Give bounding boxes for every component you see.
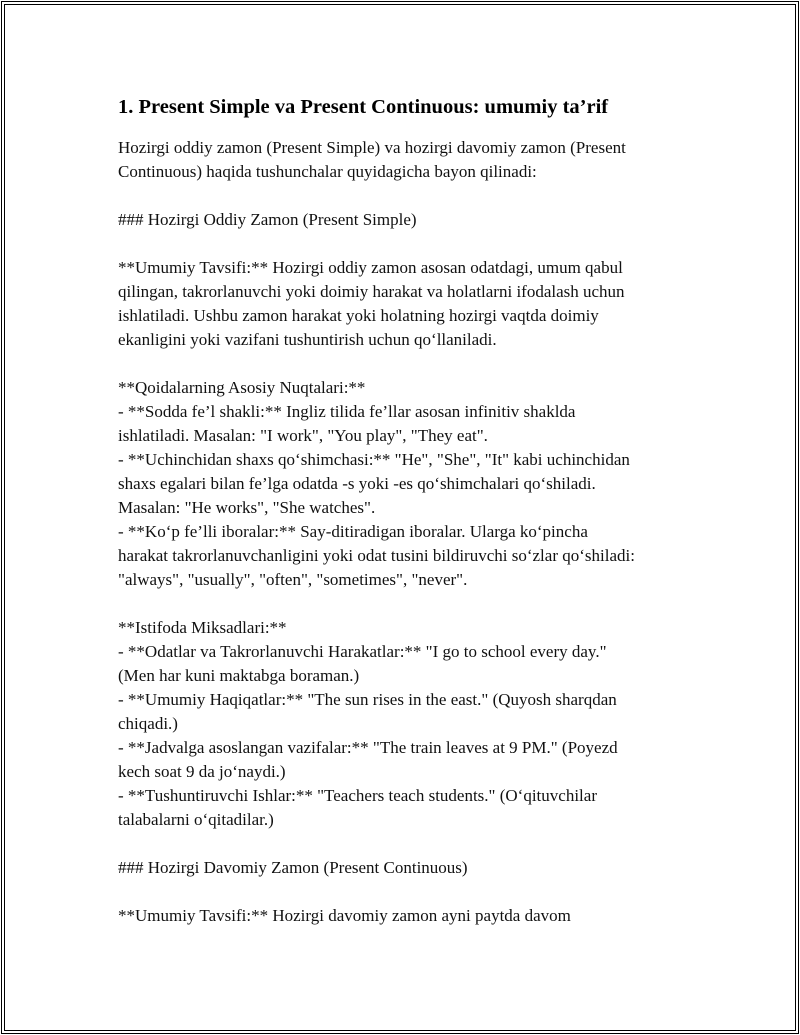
text-line: **Umumiy Tavsifi:** Hozirgi davomiy zamon ayni paytda davom — [118, 906, 571, 925]
text-line: chiqadi.) — [118, 714, 178, 733]
text-line: **Umumiy Tavsifi:** Hozirgi oddiy zamon asosan odatdagi, umum qabul — [118, 258, 623, 277]
blank-line — [118, 832, 688, 856]
text-line: harakat takrorlanuvchanligini yoki odat tusini bildiruvchi so‘zlar qo‘shiladi: — [118, 546, 635, 565]
text-line: ishlatiladi. Masalan: "I work", "You play", "They eat". — [118, 426, 488, 445]
text-line: ### Hozirgi Davomiy Zamon (Present Continuous) — [118, 858, 468, 877]
text-line: ishlatiladi. Ushbu zamon harakat yoki holatning hozirgi vaqtda doimiy — [118, 306, 599, 325]
document-text — [118, 136, 688, 928]
text-line: shaxs egalari bilan fe’lga odatda -s yoki -es qo‘shimchalari qo‘shiladi. — [118, 474, 596, 493]
blank-line — [118, 184, 688, 208]
text-line: - **Ko‘p fe’lli iboralar:** Say-ditiradigan iboralar. Ularga ko‘pincha — [118, 522, 588, 541]
section-title: 1. Present Simple va Present Continuous: umumiy ta’rif — [118, 96, 609, 118]
text-line: qilingan, takrorlanuvchi yoki doimiy harakat va holatlarni ifodalash uchun — [118, 282, 625, 301]
text-line: Hozirgi oddiy zamon (Present Simple) va hozirgi davomiy zamon (Present — [118, 138, 626, 157]
text-line: ekanligini yoki vazifani tushuntirish uchun qo‘llaniladi. — [118, 330, 497, 349]
document-body — [118, 94, 688, 928]
blank-line — [118, 232, 688, 256]
text-line: ### Hozirgi Oddiy Zamon (Present Simple) — [118, 210, 417, 229]
text-line: kech soat 9 da jo‘naydi.) — [118, 762, 286, 781]
text-line: **Qoidalarning Asosiy Nuqtalari:** — [118, 378, 366, 397]
text-line: - **Sodda fe’l shakli:** Ingliz tilida fe’llar asosan infinitiv shaklda — [118, 402, 576, 421]
blank-line — [118, 592, 688, 616]
text-line: "always", "usually", "often", "sometimes", "never". — [118, 570, 468, 589]
text-line: - **Tushuntiruvchi Ishlar:** "Teachers teach students." (O‘qituvchilar — [118, 786, 597, 805]
text-line: (Men har kuni maktabga boraman.) — [118, 666, 360, 685]
text-line: - **Umumiy Haqiqatlar:** "The sun rises in the east." (Quyosh sharqdan — [118, 690, 617, 709]
text-line: - **Jadvalga asoslangan vazifalar:** "The train leaves at 9 PM." (Poyezd — [118, 738, 618, 757]
text-line: - **Uchinchidan shaxs qo‘shimchasi:** "He", "She", "It" kabi uchinchidan — [118, 450, 630, 469]
blank-line — [118, 352, 688, 376]
blank-line — [118, 880, 688, 904]
text-line: Continuous) haqida tushunchalar quyidagicha bayon qilinadi: — [118, 162, 537, 181]
text-line: Masalan: "He works", "She watches". — [118, 498, 376, 517]
text-line: - **Odatlar va Takrorlanuvchi Harakatlar:** "I go to school every day." — [118, 642, 607, 661]
text-line: talabalarni o‘qitadilar.) — [118, 810, 274, 829]
text-line: **Istifoda Miksadlari:** — [118, 618, 287, 637]
